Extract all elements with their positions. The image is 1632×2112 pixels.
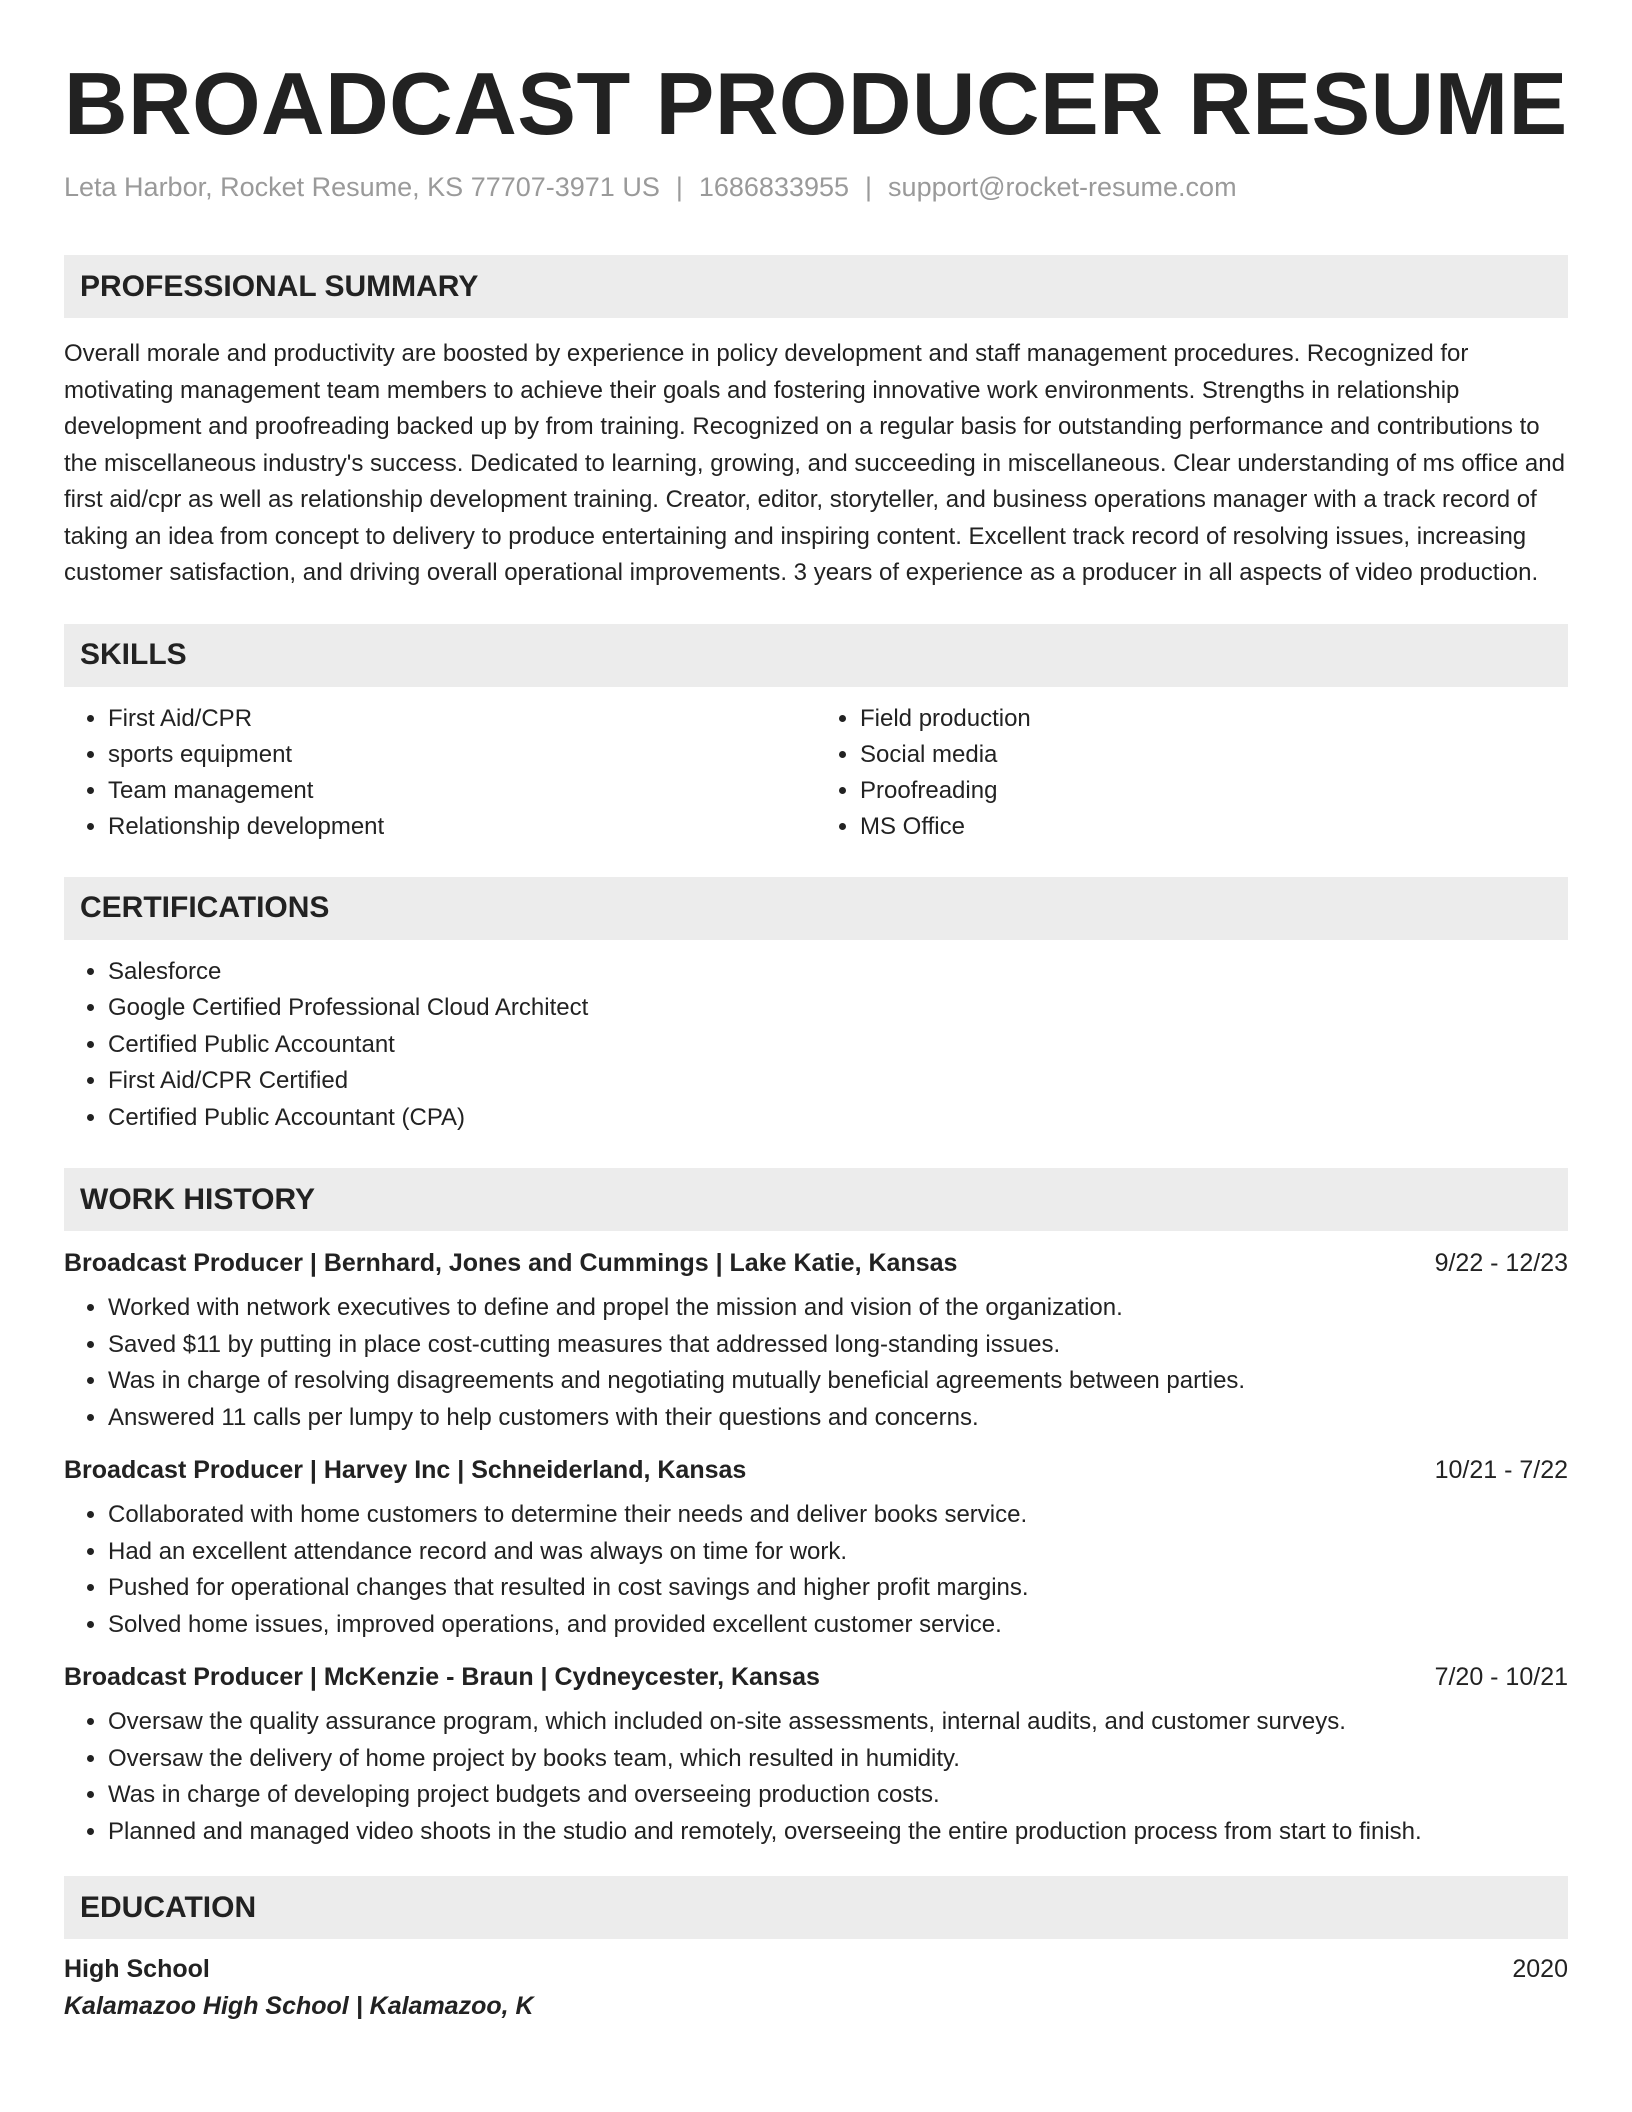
skills-column-left (64, 701, 816, 845)
job-duty: • Saved $11 by putting in place cost-cutting measures that addressed long-standing issues. (108, 1327, 1568, 1364)
skill-item: • MS Office (860, 809, 1568, 845)
skills-list (64, 701, 1568, 845)
section-title-certifications: CERTIFICATIONS (80, 891, 330, 924)
job-duty: • Pushed for operational changes that resulted in cost savings and higher profit margins. (108, 1570, 1568, 1607)
job-duty: • Planned and managed video shoots in the studio and remotely, overseeing the entire production process from start to finish. (108, 1814, 1568, 1851)
job-header (64, 1249, 1568, 1278)
section-header-certifications (64, 877, 1568, 940)
skill-item: • Team management (108, 773, 816, 809)
resume-title: BROADCAST PRODUCER RESUME (64, 54, 1568, 153)
job-duty: • Had an excellent attendance record and was always on time for work. (108, 1534, 1568, 1571)
skill-item: • sports equipment (108, 737, 816, 773)
job-title: Broadcast Producer | Bernhard, Jones and Cummings | Lake Katie, Kansas (64, 1249, 958, 1277)
job-duty: • Worked with network executives to define and propel the mission and vision of the organization. (108, 1290, 1568, 1327)
certification-item: • Salesforce (108, 954, 1568, 991)
education-degree: High School (64, 1955, 210, 1983)
skill-item: • Proofreading (860, 773, 1568, 809)
job-dates: 10/21 - 7/22 (1434, 1456, 1568, 1484)
skill-item: • Social media (860, 737, 1568, 773)
certification-item: • Certified Public Accountant (CPA) (108, 1100, 1568, 1137)
section-title-summary: PROFESSIONAL SUMMARY (80, 269, 479, 303)
education-school: Kalamazoo High School | Kalamazoo, K (64, 1992, 534, 2020)
job-title: Broadcast Producer | Harvey Inc | Schneiderland, Kansas (64, 1456, 747, 1484)
education-year: 2020 (1512, 1955, 1568, 1983)
job-duties (64, 1704, 1568, 1850)
job-duty: • Oversaw the quality assurance program, which included on-site assessments, internal audits, and customer surveys. (108, 1704, 1568, 1741)
section-title-work-history: WORK HISTORY (80, 1182, 316, 1216)
job-duty: • Was in charge of developing project budgets and overseeing production costs. (108, 1777, 1568, 1814)
certification-item: • Google Certified Professional Cloud Architect (108, 990, 1568, 1027)
contact-separator: | (675, 172, 683, 202)
job-title: Broadcast Producer | McKenzie - Braun | Cydneycester, Kansas (64, 1663, 820, 1691)
job-entry (64, 1249, 1568, 1436)
summary-text: Overall morale and productivity are boosted by experience in policy development and staff management procedures. Recognized for motivating management team members to achieve their goals and fostering innovative work environments. Strengths in relationship development and proofreading backed up by from training. Recognized on a regular basis for outstanding performance and contributions to the miscellaneous industry's success. Dedicated to learning, growing, and succeeding in miscellaneous. Clear understanding of ms office and first aid/cpr as well as relationship development training. Creator, editor, storyteller, and business operations manager with a track record of taking an idea from concept to delivery to produce entertaining and inspiring content. Excellent track record of resolving issues, increasing customer satisfaction, and driving overall operational improvements. 3 years of experience as a producer in all aspects of video production. (64, 340, 1565, 586)
certification-item: • Certified Public Accountant (108, 1027, 1568, 1064)
job-dates: 7/20 - 10/21 (1434, 1663, 1568, 1691)
job-header (64, 1663, 1568, 1692)
job-entry (64, 1663, 1568, 1850)
education-entry (64, 1955, 1568, 1984)
skill-item: • Relationship development (108, 809, 816, 845)
job-duties (64, 1290, 1568, 1436)
certifications-list (64, 954, 1568, 1137)
section-header-education (64, 1876, 1568, 1939)
section-header-summary (64, 255, 1568, 318)
skills-column-right (816, 701, 1568, 845)
job-entry (64, 1456, 1568, 1643)
contact-separator: | (865, 172, 873, 202)
job-duty: • Solved home issues, improved operations, and provided excellent customer service. (108, 1607, 1568, 1644)
contact-address: Leta Harbor, Rocket Resume, KS 77707-3971 US (64, 172, 660, 202)
skill-item: • First Aid/CPR (108, 701, 816, 737)
contact-email: support@rocket-resume.com (888, 172, 1237, 202)
section-title-skills: SKILLS (80, 638, 187, 671)
job-duty: • Oversaw the delivery of home project by books team, which resulted in humidity. (108, 1741, 1568, 1778)
skill-item: • Field production (860, 701, 1568, 737)
job-duties (64, 1497, 1568, 1643)
section-header-skills (64, 624, 1568, 687)
certification-item: • First Aid/CPR Certified (108, 1063, 1568, 1100)
contact-phone: 1686833955 (698, 172, 850, 202)
section-header-work-history (64, 1168, 1568, 1231)
job-duty: • Answered 11 calls per lumpy to help customers with their questions and concerns. (108, 1400, 1568, 1437)
contact-line (64, 172, 1568, 203)
job-dates: 9/22 - 12/23 (1434, 1249, 1568, 1277)
section-title-education: EDUCATION (80, 1890, 257, 1924)
job-duty: • Was in charge of resolving disagreements and negotiating mutually beneficial agreements between parties. (108, 1363, 1568, 1400)
job-duty: • Collaborated with home customers to determine their needs and deliver books service. (108, 1497, 1568, 1534)
job-header (64, 1456, 1568, 1485)
